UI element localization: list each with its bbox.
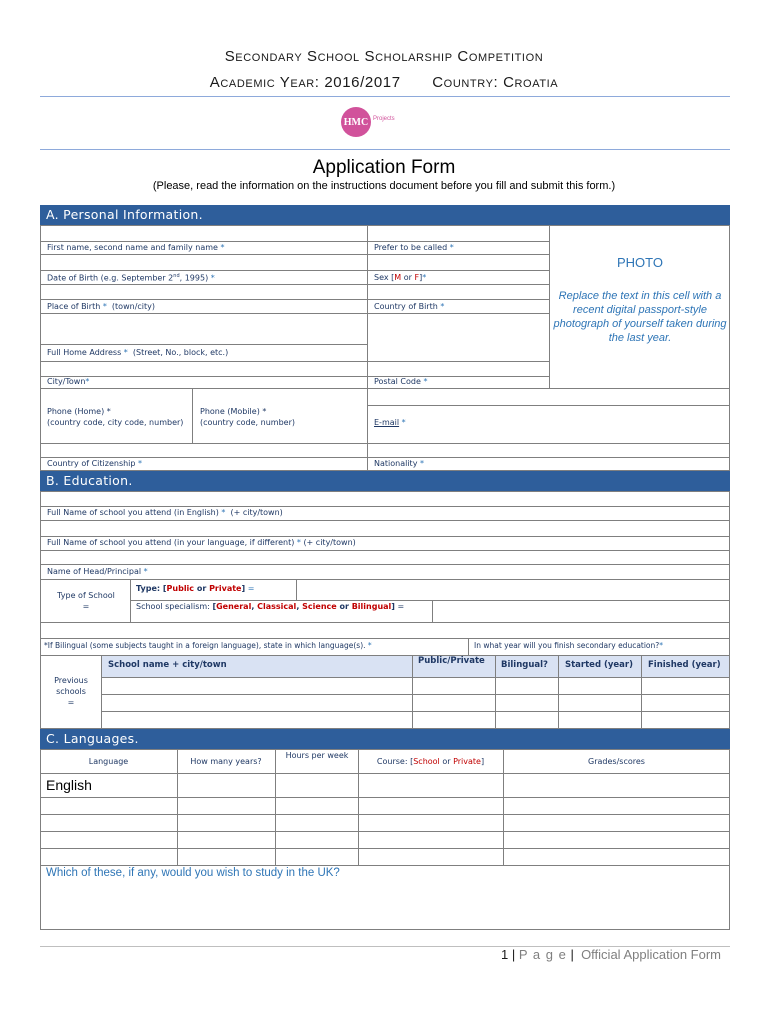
academic-year-line	[0, 74, 768, 91]
school-en-label: Full Name of school you attend (in English) * (+ city/town)	[47, 508, 283, 517]
section-b-heading: B. Education.	[40, 471, 730, 491]
email-label: E-mail *	[374, 418, 406, 427]
page-number: 1	[500, 947, 509, 962]
section-c-frame	[40, 749, 730, 930]
col-hours: Hours per week	[285, 751, 349, 760]
footer-label: Official Application Form	[581, 947, 721, 962]
form-subtitle: (Please, read the information on the instructions document before you fill and submit this form.)	[152, 180, 616, 192]
logo-rule	[40, 149, 730, 150]
page-word: P a g e	[518, 947, 567, 962]
col-public-private: Public/Private	[418, 656, 485, 666]
previous-schools-label: Previous schools =	[54, 676, 88, 707]
col-years: How many years?	[190, 757, 262, 766]
competition-title: Secondary School Scholarship Competition	[224, 48, 544, 65]
header-rule	[40, 96, 730, 97]
finish-year-question: In what year will you finish secondary education?*	[474, 641, 664, 650]
study-uk-question: Which of these, if any, would you wish to study in the UK?	[46, 867, 340, 879]
footer: 1 | P a g e | Official Application Form	[500, 947, 721, 962]
photo-title: PHOTO	[617, 255, 663, 270]
country-value: Croatia	[503, 74, 559, 91]
col-bilingual: Bilingual?	[501, 660, 548, 670]
citizenship-label: Country of Citizenship *	[47, 459, 143, 468]
nationality-label: Nationality *	[374, 459, 424, 468]
phone-mobile-label: Phone (Mobile) * (country code, number)	[200, 407, 295, 427]
year-value: 2016/2017	[324, 74, 401, 91]
language-english[interactable]: English	[46, 777, 92, 793]
type-school-label: Type of School =	[57, 591, 115, 611]
address-label: Full Home Address * (Street, No., block, etc.)	[47, 348, 229, 357]
school-type-selector[interactable]: Type: [Public or Private] =	[136, 584, 255, 593]
country-birth-label: Country of Birth *	[374, 302, 445, 311]
first-name-label: First name, second name and family name *	[47, 243, 225, 252]
school-specialism-selector[interactable]: School specialism: [General, Classical, Science or Bilingual] =	[136, 602, 405, 611]
postal-label: Postal Code *	[374, 377, 428, 386]
bilingual-question: *If Bilingual (some subjects taught in a foreign language), state in which language(s). *	[44, 641, 372, 650]
col-grades: Grades/scores	[588, 757, 645, 766]
col-started: Started (year)	[565, 660, 633, 670]
col-finished: Finished (year)	[648, 660, 721, 670]
country-label: Country:	[432, 74, 499, 91]
head-label: Name of Head/Principal *	[47, 567, 148, 576]
col-course: Course: [School or Private]	[376, 757, 485, 766]
place-birth-label: Place of Birth * (town/city)	[47, 302, 155, 311]
photo-instructions[interactable]: Replace the text in this cell with a recent digital passport-style photograph of yourself taken during the last year.	[553, 290, 727, 344]
dob-label: Date of Birth (e.g. September 2nd, 1995) *	[47, 273, 215, 283]
phone-home-label: Phone (Home) * (country code, city code, number)	[47, 407, 184, 427]
section-c-heading: C. Languages.	[40, 729, 730, 749]
hmc-logo: HMC	[341, 107, 371, 137]
school-local-label: Full Name of school you attend (in your language, if different) * (+ city/town)	[47, 538, 356, 547]
hmc-logo-sub: Projects	[373, 116, 395, 122]
city-label: City/Town*	[47, 377, 90, 386]
col-school-name: School name + city/town	[108, 660, 227, 670]
col-language: Language	[88, 757, 129, 766]
sex-label: Sex [M or F]*	[374, 273, 427, 282]
year-label: Academic Year:	[209, 74, 320, 91]
section-a-heading: A. Personal Information.	[40, 205, 730, 225]
form-title: Application Form	[312, 157, 456, 178]
prefer-called-label: Prefer to be called *	[374, 243, 454, 252]
